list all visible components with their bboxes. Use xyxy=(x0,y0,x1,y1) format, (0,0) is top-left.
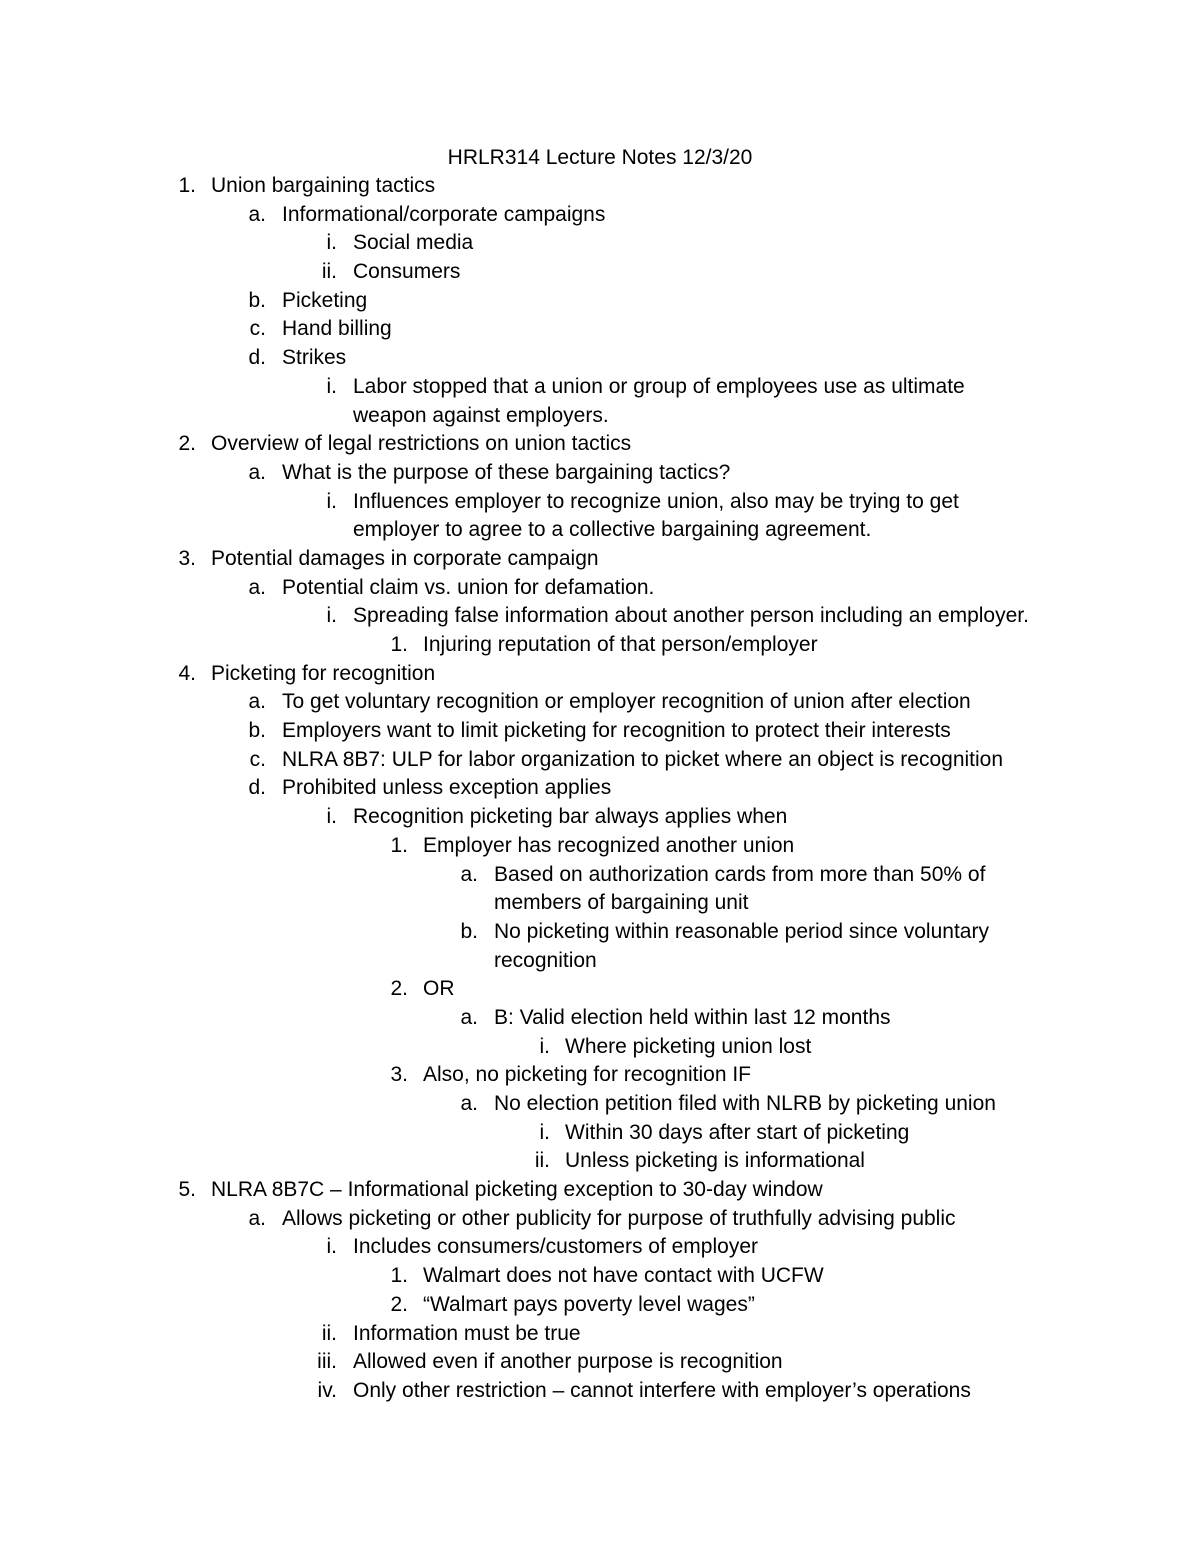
list-item-text: What is the purpose of these bargaining tactics? xyxy=(282,460,731,484)
outline-line xyxy=(0,1176,1200,1205)
list-marker: ii. xyxy=(321,1321,337,1345)
list-item-text: Influences employer to recognize union, also may be trying to get xyxy=(353,489,959,513)
list-marker: a. xyxy=(460,862,478,886)
list-item-text: Allows picketing or other publicity for purpose of truthfully advising public xyxy=(282,1206,956,1230)
list-marker: i. xyxy=(326,805,337,829)
outline-line xyxy=(0,1061,1200,1090)
list-marker: i. xyxy=(326,374,337,398)
outline-line xyxy=(0,545,1200,574)
list-marker: a. xyxy=(248,460,266,484)
outline-line xyxy=(0,516,1200,545)
list-marker: c. xyxy=(249,317,266,341)
list-item-text: B: Valid election held within last 12 months xyxy=(494,1005,891,1029)
list-item-text: Allowed even if another purpose is recognition xyxy=(353,1350,783,1374)
list-item-text: Where picketing union lost xyxy=(565,1034,812,1058)
list-item-text: Spreading false information about another person including an employer. xyxy=(353,604,1029,628)
outline-line xyxy=(0,1033,1200,1062)
outline-line xyxy=(0,947,1200,976)
outline-line xyxy=(0,201,1200,230)
list-marker: iii. xyxy=(317,1350,337,1374)
list-marker: b. xyxy=(248,719,266,743)
outline-line xyxy=(0,1262,1200,1291)
outline-line xyxy=(0,861,1200,890)
outline-line xyxy=(0,660,1200,689)
list-marker: 2. xyxy=(390,977,408,1001)
outline-line xyxy=(0,1291,1200,1320)
list-marker: a. xyxy=(248,575,266,599)
outline-line xyxy=(0,602,1200,631)
list-marker: 2. xyxy=(390,1292,408,1316)
list-item-text: Picketing for recognition xyxy=(211,661,436,685)
list-item-text: OR xyxy=(423,977,455,1001)
list-item-text: Also, no picketing for recognition IF xyxy=(423,1063,752,1087)
outline-line xyxy=(0,402,1200,431)
list-item-text: Picketing xyxy=(282,288,368,312)
list-marker: 3. xyxy=(390,1063,408,1087)
list-item-text: Potential damages in corporate campaign xyxy=(211,546,599,570)
list-marker: iv. xyxy=(317,1378,337,1402)
list-item-text: Walmart does not have contact with UCFW xyxy=(423,1264,824,1288)
list-item-text: weapon against employers. xyxy=(353,403,609,427)
list-marker: d. xyxy=(248,346,266,370)
list-item-text: Includes consumers/customers of employer xyxy=(353,1235,758,1259)
list-item-text: Within 30 days after start of picketing xyxy=(565,1120,910,1144)
list-marker: i. xyxy=(539,1034,550,1058)
list-marker: i. xyxy=(326,489,337,513)
outline-line xyxy=(0,315,1200,344)
list-item-text: NLRA 8B7: ULP for labor organization to picket where an object is recognition xyxy=(282,747,1004,771)
list-marker: 1. xyxy=(390,633,408,656)
outline-line xyxy=(0,430,1200,459)
list-marker: ii. xyxy=(321,260,337,284)
list-marker: a. xyxy=(248,690,266,714)
list-item-text: Informational/corporate campaigns xyxy=(282,202,606,226)
list-item-text: No election petition filed with NLRB by picketing union xyxy=(494,1092,996,1115)
list-item-text: members of bargaining unit xyxy=(494,891,749,915)
list-marker: 4. xyxy=(178,661,196,685)
list-marker: i. xyxy=(539,1120,550,1144)
outline-line xyxy=(0,1004,1200,1033)
list-marker: ii. xyxy=(534,1149,550,1173)
list-item-text: Employer has recognized another union xyxy=(423,833,795,857)
outline-line xyxy=(0,889,1200,918)
list-marker: i. xyxy=(326,1235,337,1259)
outline-line xyxy=(0,1205,1200,1234)
list-item-text: Only other restriction – cannot interfere with employer’s operations xyxy=(353,1378,971,1402)
list-item-text: Overview of legal restrictions on union tactics xyxy=(211,432,632,456)
list-marker: 2. xyxy=(178,432,196,456)
outline-line xyxy=(0,975,1200,1004)
list-item-text: Information must be true xyxy=(353,1321,581,1345)
outline-line xyxy=(0,1090,1200,1119)
list-marker: a. xyxy=(248,202,266,226)
list-marker: i. xyxy=(326,231,337,255)
list-item-text: Social media xyxy=(353,231,474,255)
list-marker: c. xyxy=(249,747,266,771)
outline-line xyxy=(0,631,1200,660)
list-item-text: Recognition picketing bar always applies when xyxy=(353,805,788,829)
outline-line xyxy=(0,373,1200,402)
list-item-text: Based on authorization cards from more than 50% of xyxy=(494,862,986,886)
outline-line xyxy=(0,774,1200,803)
outline-line xyxy=(0,574,1200,603)
list-item-text: recognition xyxy=(494,948,597,972)
list-item-text: “Walmart pays poverty level wages” xyxy=(423,1292,755,1316)
outline-line xyxy=(0,832,1200,861)
outline-line xyxy=(0,229,1200,258)
list-marker: a. xyxy=(248,1206,266,1230)
outline-line xyxy=(0,1320,1200,1349)
list-marker: 1. xyxy=(390,1264,408,1288)
list-marker: a. xyxy=(460,1092,478,1115)
outline-line xyxy=(0,1119,1200,1148)
outline-line xyxy=(0,688,1200,717)
list-item-text: Prohibited unless exception applies xyxy=(282,776,612,800)
list-marker: a. xyxy=(460,1005,478,1029)
list-item-text: NLRA 8B7C – Informational picketing exception to 30-day window xyxy=(211,1178,823,1202)
list-item-text: Injuring reputation of that person/employer xyxy=(423,633,818,656)
outline-line xyxy=(0,918,1200,947)
list-item-text: Strikes xyxy=(282,346,347,370)
outline-line xyxy=(0,803,1200,832)
outline-line xyxy=(0,172,1200,201)
document-title: HRLR314 Lecture Notes 12/3/20 xyxy=(447,146,753,169)
list-marker: 5. xyxy=(178,1178,196,1202)
outline-line xyxy=(0,287,1200,316)
outline-line xyxy=(0,344,1200,373)
outline-line xyxy=(0,1147,1200,1176)
outline-line xyxy=(0,717,1200,746)
outline-line xyxy=(0,1233,1200,1262)
list-marker: i. xyxy=(326,604,337,628)
outline-line xyxy=(0,258,1200,287)
outline-list xyxy=(0,172,1200,1406)
list-item-text: To get voluntary recognition or employer recognition of union after election xyxy=(282,690,971,714)
list-item-text: Hand billing xyxy=(282,317,392,341)
list-item-text: No picketing within reasonable period since voluntary xyxy=(494,919,989,943)
list-marker: b. xyxy=(248,288,266,312)
outline-line xyxy=(0,1377,1200,1406)
list-marker: 1. xyxy=(178,174,196,197)
list-marker: 3. xyxy=(178,546,196,570)
list-marker: d. xyxy=(248,776,266,800)
list-marker: 1. xyxy=(390,833,408,857)
list-item-text: Potential claim vs. union for defamation. xyxy=(282,575,655,599)
list-item-text: employer to agree to a collective bargaining agreement. xyxy=(353,518,872,542)
list-item-text: Employers want to limit picketing for recognition to protect their interests xyxy=(282,719,951,743)
list-item-text: Labor stopped that a union or group of employees use as ultimate xyxy=(353,374,965,398)
outline-line xyxy=(0,459,1200,488)
outline-line xyxy=(0,1348,1200,1377)
list-item-text: Consumers xyxy=(353,260,461,284)
outline-line xyxy=(0,488,1200,517)
list-item-text: Union bargaining tactics xyxy=(211,174,436,197)
list-item-text: Unless picketing is informational xyxy=(565,1149,865,1173)
list-marker: b. xyxy=(460,919,478,943)
outline-line xyxy=(0,746,1200,775)
